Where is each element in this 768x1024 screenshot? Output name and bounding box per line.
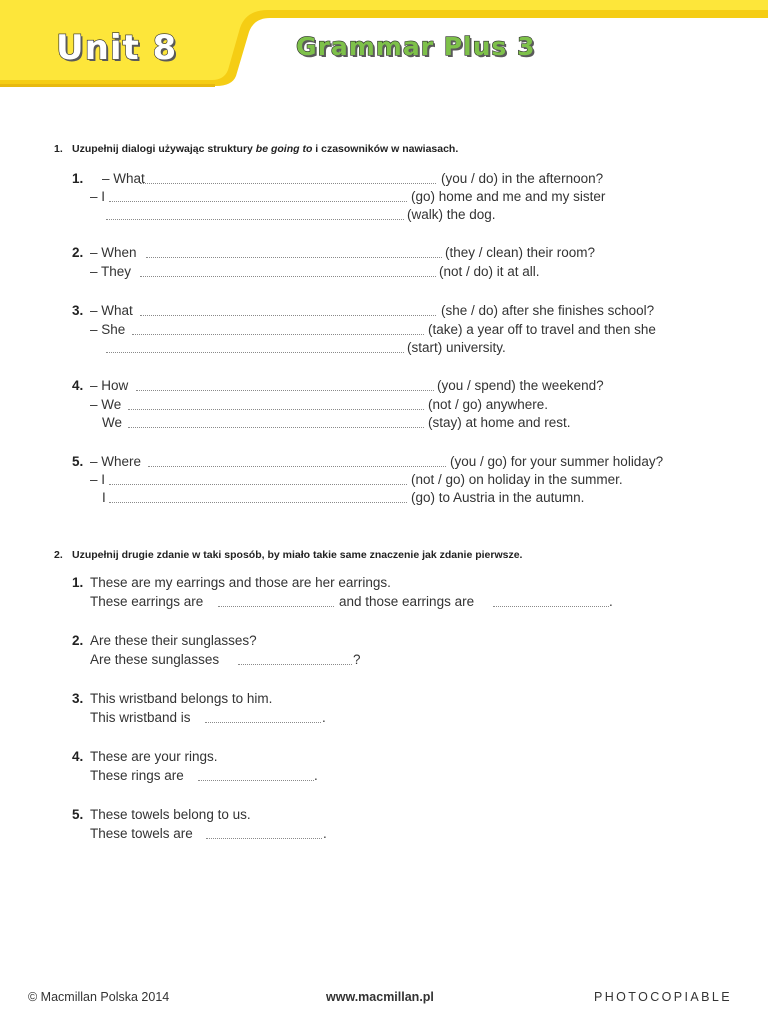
answer-prefix: These rings are bbox=[90, 768, 184, 783]
answer-line bbox=[72, 825, 712, 843]
question-line bbox=[72, 206, 712, 224]
question-number: 5. bbox=[72, 807, 84, 822]
source-sentence: This wristband belongs to him. bbox=[90, 691, 273, 706]
line-suffix: (walk) the dog. bbox=[407, 207, 496, 222]
line-prefix: – I bbox=[90, 189, 106, 204]
line-suffix: (you / go) for your summer holiday? bbox=[450, 454, 664, 469]
question-line bbox=[72, 574, 712, 592]
question-line bbox=[72, 188, 712, 206]
line-suffix: (go) home and me and my sister bbox=[411, 189, 606, 204]
answer-blank[interactable] bbox=[109, 484, 407, 485]
answer-middle: and those earrings are bbox=[339, 594, 475, 609]
line-suffix: (start) university. bbox=[407, 340, 506, 355]
answer-blank[interactable] bbox=[140, 315, 436, 316]
question-number: 1. bbox=[72, 575, 84, 590]
answer-blank[interactable] bbox=[128, 409, 424, 410]
answer-blank[interactable] bbox=[136, 390, 434, 391]
line-suffix: (go) to Austria in the autumn. bbox=[411, 490, 585, 505]
line-suffix: (not / go) anywhere. bbox=[428, 397, 549, 412]
answer-line bbox=[72, 709, 712, 727]
question-number: 1. bbox=[72, 171, 84, 186]
answer-blank[interactable] bbox=[198, 780, 314, 781]
source-sentence: These towels belong to us. bbox=[90, 807, 251, 822]
question-number: 4. bbox=[72, 749, 84, 764]
line-prefix: – Where bbox=[90, 454, 142, 469]
answer-line bbox=[72, 593, 712, 611]
answer-end: . bbox=[314, 768, 318, 783]
answer-prefix: This wristband is bbox=[90, 710, 191, 725]
question-number: 2. bbox=[72, 633, 84, 648]
question-number: 3. bbox=[72, 303, 84, 318]
line-prefix: – We bbox=[90, 397, 122, 412]
copyright: © Macmillan Polska 2014 bbox=[28, 990, 170, 1004]
question-line bbox=[72, 453, 732, 471]
line-suffix: (she / do) after she finishes school? bbox=[441, 303, 655, 318]
answer-blank[interactable] bbox=[148, 466, 446, 467]
question-line bbox=[72, 302, 712, 320]
answer-blank[interactable] bbox=[128, 427, 424, 428]
answer-blank[interactable] bbox=[140, 183, 436, 184]
question-line bbox=[72, 471, 712, 489]
line-prefix: – I bbox=[90, 472, 106, 487]
answer-blank[interactable] bbox=[206, 838, 322, 839]
answer-line bbox=[72, 651, 712, 669]
answer-prefix: Are these sunglasses bbox=[90, 652, 220, 667]
website-link[interactable]: www.macmillan.pl bbox=[326, 990, 434, 1004]
instruction-text: Uzupełnij drugie zdanie w taki sposób, by miało takie same znaczenie jak zdanie pierwsze. bbox=[72, 549, 523, 561]
question-number: 2. bbox=[72, 245, 84, 260]
question-line bbox=[72, 377, 712, 395]
answer-blank[interactable] bbox=[109, 502, 407, 503]
unit-title: Unit 8 bbox=[56, 28, 178, 68]
question-line bbox=[72, 339, 712, 357]
question-line bbox=[72, 690, 712, 708]
answer-blank[interactable] bbox=[205, 722, 321, 723]
instruction-text: i czasowników w nawiasach. bbox=[312, 143, 459, 155]
answer-blank[interactable] bbox=[140, 276, 436, 277]
question-line bbox=[72, 321, 712, 339]
line-prefix: I bbox=[102, 490, 106, 505]
answer-end: . bbox=[322, 710, 326, 725]
header-banner bbox=[0, 0, 768, 95]
line-prefix: – She bbox=[90, 322, 126, 337]
answer-end: ? bbox=[353, 652, 361, 667]
answer-prefix: These towels are bbox=[90, 826, 193, 841]
question-line bbox=[72, 263, 712, 281]
line-prefix: We bbox=[102, 415, 123, 430]
answer-line bbox=[72, 767, 712, 785]
line-suffix: (not / do) it at all. bbox=[439, 264, 540, 279]
answer-end: . bbox=[609, 594, 613, 609]
answer-blank[interactable] bbox=[146, 257, 442, 258]
question-line bbox=[72, 632, 712, 650]
answer-blank[interactable] bbox=[106, 219, 404, 220]
answer-blank[interactable] bbox=[218, 606, 334, 607]
line-suffix: (you / spend) the weekend? bbox=[437, 378, 604, 393]
answer-blank[interactable] bbox=[106, 352, 404, 353]
source-sentence: These are my earrings and those are her earrings. bbox=[90, 575, 391, 590]
answer-blank[interactable] bbox=[132, 334, 424, 335]
line-suffix: (not / go) on holiday in the summer. bbox=[411, 472, 623, 487]
line-suffix: (take) a year off to travel and then she bbox=[428, 322, 656, 337]
question-number: 5. bbox=[72, 454, 84, 469]
answer-prefix: These earrings are bbox=[90, 594, 204, 609]
question-line bbox=[72, 806, 712, 824]
question-line bbox=[72, 396, 712, 414]
answer-blank[interactable] bbox=[493, 606, 609, 607]
answer-end: . bbox=[323, 826, 327, 841]
photocopiable-label: PHOTOCOPIABLE bbox=[594, 990, 732, 1004]
answer-blank[interactable] bbox=[109, 201, 407, 202]
instruction-text: Uzupełnij dialogi używając struktury bbox=[72, 143, 256, 155]
footer bbox=[0, 990, 768, 1010]
instruction-emphasis: be going to bbox=[255, 143, 313, 155]
source-sentence: Are these their sunglasses? bbox=[90, 633, 257, 648]
answer-blank[interactable] bbox=[238, 664, 352, 665]
question-line bbox=[72, 414, 712, 432]
question-line bbox=[72, 244, 712, 262]
line-prefix: – What bbox=[90, 303, 133, 318]
line-prefix: – What bbox=[102, 171, 145, 186]
line-prefix: – How bbox=[90, 378, 129, 393]
line-prefix: – When bbox=[90, 245, 137, 260]
line-prefix: – They bbox=[90, 264, 132, 279]
exercise-1-instruction bbox=[54, 143, 458, 155]
question-line bbox=[72, 489, 712, 507]
exercise-1-number: 1. bbox=[54, 143, 63, 155]
exercise-2-instruction bbox=[54, 549, 522, 561]
line-suffix: (you / do) in the afternoon? bbox=[441, 171, 604, 186]
question-line bbox=[72, 748, 712, 766]
source-sentence: These are your rings. bbox=[90, 749, 218, 764]
exercise-2-number: 2. bbox=[54, 549, 63, 561]
section-title: Grammar Plus 3 bbox=[296, 32, 536, 61]
question-line bbox=[72, 170, 712, 188]
question-number: 3. bbox=[72, 691, 84, 706]
line-suffix: (they / clean) their room? bbox=[445, 245, 596, 260]
question-number: 4. bbox=[72, 378, 84, 393]
line-suffix: (stay) at home and rest. bbox=[428, 415, 571, 430]
